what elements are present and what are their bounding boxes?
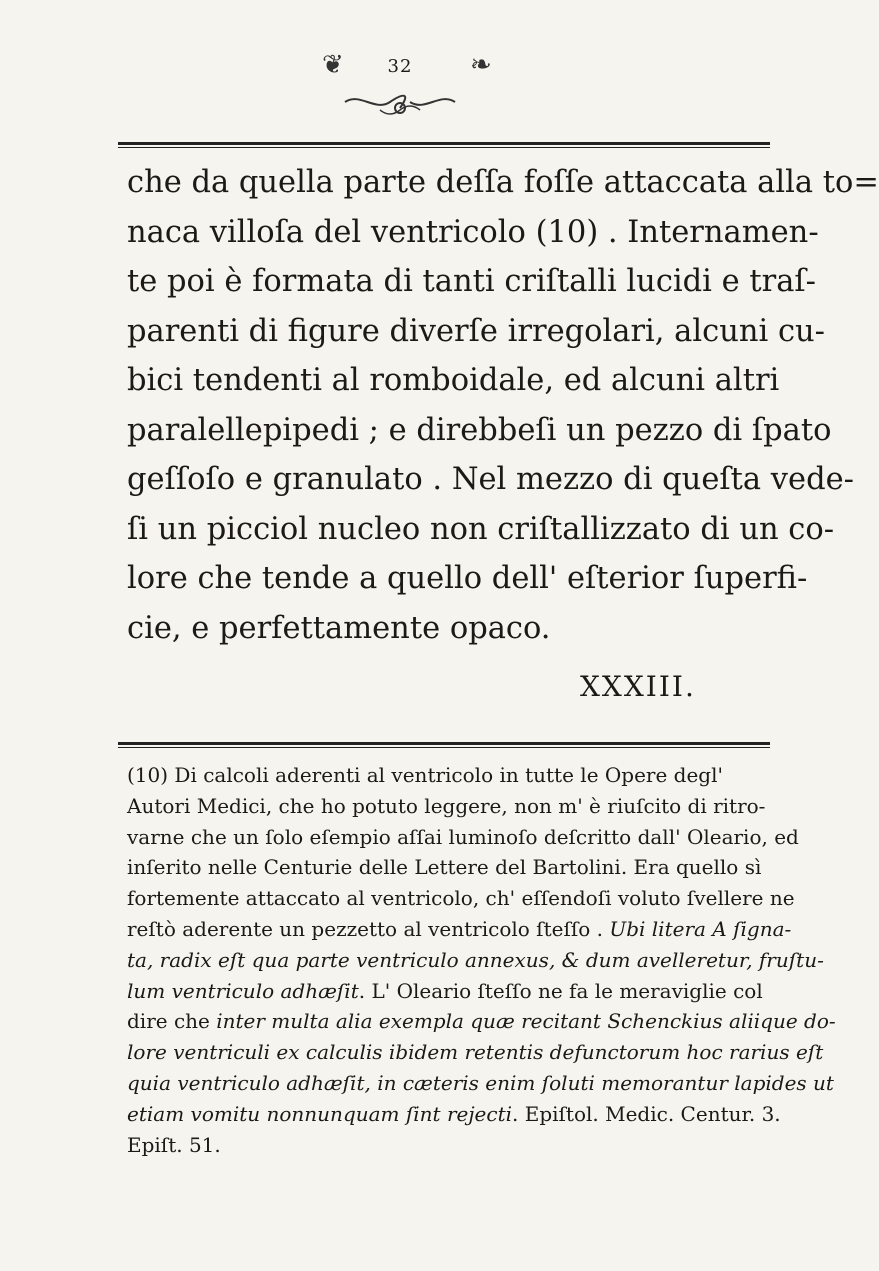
footnote-line: reſtò aderente un pezzetto al ventricolo ſteſſo . Ubi litera A ſigna- (127, 916, 792, 941)
footnote-line: dire che inter multa alia exempla quæ recitant Schenckius aliique do- (127, 1009, 836, 1034)
footnote (127, 760, 836, 1160)
main-text (127, 158, 879, 653)
text-line: che da quella parte deſſa foſſe attaccata alla to= (127, 165, 879, 200)
text-line: paralellepipedi ; e direbbeſi un pezzo di ſpato (127, 412, 832, 448)
text-line: naca villoſa del ventricolo (10) . Internamen- (127, 214, 819, 250)
chapter-heading: XXXIII. (580, 670, 696, 703)
header-rule (118, 142, 770, 148)
footnote-line: varne che un ſolo eſempio aſſai luminoſo deſcritto dall' Oleario, ed (127, 824, 799, 849)
text-line: lore che tende a quello dell' eſterior ſuperfi- (127, 561, 808, 596)
footnote-line: lore ventriculi ex calculis ibidem retentis defunctorum hoc rarius eſt (127, 1040, 824, 1065)
footnote-line: inſerito nelle Centurie delle Lettere del Bartolini. Era quello sì (127, 855, 762, 880)
footnote-line: ta, radix eſt qua parte ventriculo annexus, & dum avelleretur, fruſtu- (127, 947, 824, 972)
footnote-line: fortemente attaccato al ventricolo, ch' eſſendoſi voluto ſvellere ne (127, 886, 795, 911)
text-line: ſi un picciol nucleo non criſtallizzato di un co- (127, 511, 835, 547)
footnote-line: (10) Di calcoli aderenti al ventricolo in tutte le Opere degl' (127, 763, 724, 787)
text-line: te poi è formata di tanti criſtalli lucidi e traſ- (127, 264, 816, 299)
footnote-line: etiam vomitu nonnunquam ſint rejecti. Epiſtol. Medic. Centur. 3. (127, 1101, 781, 1126)
footnote-line: quia ventriculo adhæſit, in cæteris enim ſoluti memorantur lapides ut (127, 1070, 834, 1095)
fleuron-right-icon: ❧ (470, 50, 492, 80)
text-line: geſſoſo e granulato . Nel mezzo di queſta vede- (127, 462, 854, 497)
page-number: 32 (387, 56, 413, 77)
text-line: cie, e perfettamente opaco. (127, 610, 551, 646)
vignette-ornament-icon (340, 90, 460, 120)
footnote-line: Autori Medici, che ho potuto leggere, non m' è riuſcito di ritro- (127, 793, 766, 818)
page-header (0, 50, 800, 120)
text-line: bici tendenti al romboidale, ed alcuni altri (127, 363, 780, 398)
fleuron-left-icon: ❦ (322, 50, 344, 80)
text-line: parenti di figure diverſe irregolari, alcuni cu- (127, 313, 825, 349)
footnote-line: lum ventriculo adhæſit. L' Oleario ſteſſo ne fa le meraviglie col (127, 978, 763, 1003)
footnote-line: Epiſt. 51. (127, 1132, 221, 1157)
footnote-rule (118, 742, 770, 748)
